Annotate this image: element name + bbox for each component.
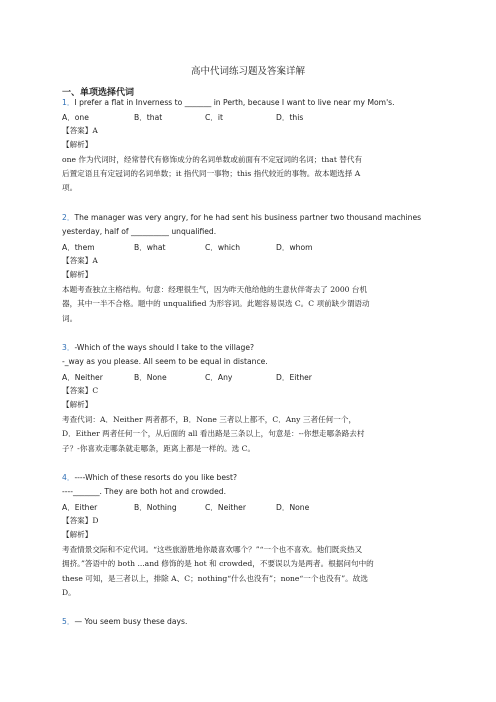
answer-label: 【答案】D <box>62 516 99 525</box>
question-4-stem <box>62 473 237 483</box>
document-title: 高中代词练习题及答案详解 <box>190 66 305 77</box>
question-1-stem <box>62 98 395 108</box>
question-text: ----Which of these resorts do you like best? <box>74 473 237 482</box>
question-number: 3． <box>62 343 75 352</box>
option-c: C．which <box>205 243 241 252</box>
answer-label: 【答案】C <box>62 386 99 395</box>
option-b: B．that <box>134 113 163 122</box>
option-d: D．whom <box>276 243 313 252</box>
question-3-stem <box>62 343 254 353</box>
option-c: C．Any <box>205 373 233 382</box>
question-text: The manager was very angry, for he had sent his business partner two thousand machines <box>74 213 422 222</box>
explanation-label: 【解析】 <box>62 400 93 409</box>
option-d: D．None <box>276 503 310 512</box>
explanation-line: 项。 <box>62 183 78 192</box>
answer-label: 【答案】A <box>62 256 98 265</box>
explanation-line: D．Either 两者任何一个，从后面的 all 看出路是三条以上，句意是：--你想走哪条路去村 <box>62 429 365 438</box>
option-d: D．this <box>276 113 304 122</box>
explanation-line: one 作为代词时，经常替代有修饰成分的名词单数或前面有不定冠词的名词；that 替代有 <box>62 155 363 164</box>
question-text: — You seem busy these days. <box>74 617 188 626</box>
option-a: A．Either <box>62 503 98 512</box>
section-heading: 一、单项选择代词 <box>62 88 135 98</box>
option-b: B．Nothing <box>134 503 177 512</box>
option-a: A．one <box>62 113 89 122</box>
option-d: D．Either <box>276 373 312 382</box>
option-b: B．what <box>134 243 166 252</box>
question-number: 2． <box>62 213 75 222</box>
explanation-line: 后置定语且有定冠词的名词单数；it 指代同一事物；this 指代较近的事物。故本题选择 A <box>62 169 361 178</box>
explanation-line: 考查代词：A．Neither 两者都不，B．None 三者以上都不，C．Any 三者任何一个， <box>62 415 357 424</box>
question-2-stem <box>62 213 421 223</box>
answer-label: 【答案】A <box>62 126 98 135</box>
explanation-label: 【解析】 <box>62 140 93 149</box>
explanation-line: 子？-你喜欢走哪条就走哪条，距离上都是一样的。选 C。 <box>62 444 256 453</box>
option-b: B．None <box>134 373 167 382</box>
question-number: 5． <box>62 617 75 626</box>
question-number: 1． <box>62 98 75 107</box>
option-c: C．it <box>205 113 223 122</box>
question-5-stem <box>62 617 187 627</box>
explanation-line: 拥挤。”答语中的 both ...and 修饰的是 hot 和 crowded，不要误以为是两者。根据问句中的 <box>62 559 374 568</box>
question-number: 4． <box>62 473 75 482</box>
explanation-line: 器，其中一半不合格。题中的 unqualified 为形容词。此题容易误选 C。C 项前缺少谓语动 <box>62 299 370 308</box>
explanation-label: 【解析】 <box>62 270 93 279</box>
explanation-line: D。 <box>62 588 76 597</box>
option-a: A．Neither <box>62 373 103 382</box>
explanation-label: 【解析】 <box>62 530 93 539</box>
question-text-cont: -_way as you please. All seem to be equal in distance. <box>62 357 268 366</box>
explanation-line: these 可知，是三者以上，排除 A、C；nothing“什么也没有”；none“一个也没有”。故选 <box>62 574 368 583</box>
option-c: C．Neither <box>205 503 246 512</box>
explanation-line: 考查情景交际和不定代词。“这些旅游胜地你最喜欢哪个？”“一个也不喜欢。他们既炎热又 <box>62 545 363 554</box>
explanation-line: 本题考查独立主格结构。句意：经理很生气，因为昨天他给他的生意伙伴寄去了 2000 台机 <box>62 285 368 294</box>
question-text-cont: ----_______. They are both hot and crowded. <box>62 487 227 496</box>
question-text: I prefer a flat in Inverness to _______ in Perth, because I want to live near my Mom's. <box>74 98 395 107</box>
question-text-cont: yesterday, half of __________ unqualified. <box>62 227 217 236</box>
explanation-line: 词。 <box>62 314 78 323</box>
question-text: -Which of the ways should I take to the village? <box>74 343 255 352</box>
option-a: A．them <box>62 243 95 252</box>
